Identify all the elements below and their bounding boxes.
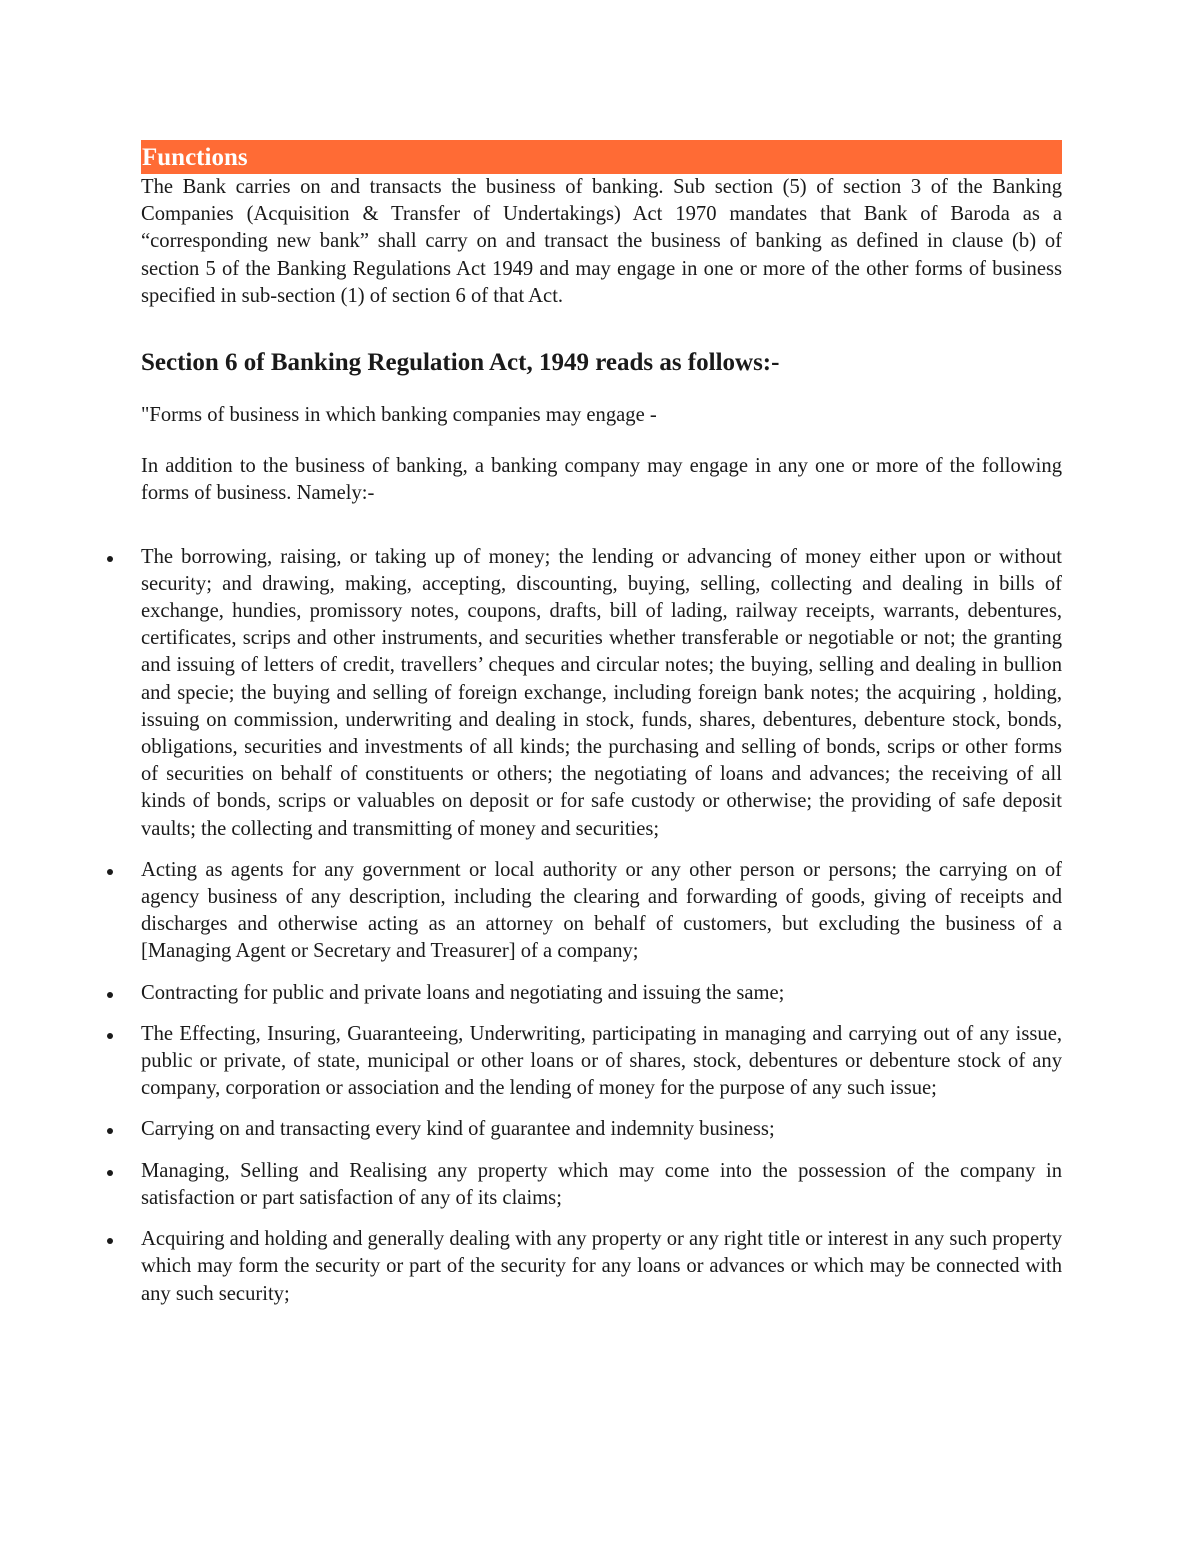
list-item-text: Contracting for public and private loans and negotiating and issuing the same; xyxy=(141,981,785,1004)
bullet-icon xyxy=(107,1238,113,1244)
bullet-icon xyxy=(107,556,113,562)
list-item-text: Carrying on and transacting every kind of guarantee and indemnity business; xyxy=(141,1118,775,1141)
document-page xyxy=(141,140,1062,1322)
bullet-icon xyxy=(107,1170,113,1176)
list-item-text: Acting as agents for any government or local authority or any other person or persons; the carrying on of agency business of any description, including the clearing and forwarding of goods, giving of receipts and discharges and otherwise acting as an attorney on behalf of customers, but excluding the business of a [Managing Agent or Secretary and Treasurer] of a company; xyxy=(141,858,1062,963)
addition-paragraph: In addition to the business of banking, a banking company may engage in any one or more of the following forms of business. Namely:- xyxy=(141,455,1062,505)
list-item xyxy=(141,980,1062,1007)
list-item xyxy=(141,1226,1062,1308)
bullet-icon xyxy=(107,1128,113,1134)
list-item xyxy=(141,544,1062,843)
list-item xyxy=(141,1158,1062,1212)
bullet-icon xyxy=(107,1033,113,1039)
section-title: Section 6 of Banking Regulation Act, 1949 reads as follows:- xyxy=(141,349,780,377)
list-item-text: The Effecting, Insuring, Guaranteeing, Underwriting, participating in managing and carrying out of any issue, public or private, of state, municipal or other loans or of shares, stock, debentures or debenture stock of any company, corporation or association and the lending of money for the purpose of any such issue; xyxy=(141,1022,1062,1100)
list-item-text: Managing, Selling and Realising any property which may come into the possession of the company in satisfaction or part satisfaction of any of its claims; xyxy=(141,1159,1062,1209)
business-forms-list xyxy=(141,544,1062,1308)
list-item xyxy=(141,1021,1062,1103)
list-item xyxy=(141,1116,1062,1143)
bullet-icon xyxy=(107,992,113,998)
intro-paragraph: The Bank carries on and transacts the business of banking. Sub section (5) of section 3 of the Banking Companies (Acquisition & Transfer of Undertakings) Act 1970 mandates that Bank of Baroda as a “corresponding new bank” shall carry on and transact the business of banking as defined in clause (b) of section 5 of the Banking Regulations Act 1949 and may engage in one or more of the other forms of business specified in sub-section (1) of section 6 of that Act. xyxy=(141,176,1062,307)
list-item-text: Acquiring and holding and generally dealing with any property or any right title or interest in any such property which may form the security or part of the security for any loans or advances or which may be connected with any such security; xyxy=(141,1228,1062,1305)
functions-heading: Functions xyxy=(141,140,1062,174)
bullet-icon xyxy=(107,869,113,875)
quote-line: "Forms of business in which banking companies may engage - xyxy=(141,404,657,427)
list-item xyxy=(141,857,1062,966)
list-item-text: The borrowing, raising, or taking up of money; the lending or advancing of money either upon or without security; and drawing, making, accepting, discounting, buying, selling, collecting and dealing in bills of exchange, hundies, promissory notes, coupons, drafts, bill of lading, railway receipts, warrants, debentures, certificates, scrips and other instruments, and securities whether transferable or negotiable or not; the granting and issuing of letters of credit, travellers’ cheques and circular notes; the buying, selling and dealing in bullion and specie; the buying and selling of foreign exchange, including foreign bank notes; the acquiring , holding, issuing on commission, underwriting and dealing in stock, funds, shares, debentures, debenture stock, bonds, obligations, securities and investments of all kinds; the purchasing and selling of bonds, scrips or other forms of securities on behalf of constituents or others; the negotiating of loans and advances; the receiving of all kinds of bonds, scrips or valuables on deposit or for safe custody or otherwise; the providing of safe deposit vaults; the collecting and transmitting of money and securities; xyxy=(141,545,1062,840)
